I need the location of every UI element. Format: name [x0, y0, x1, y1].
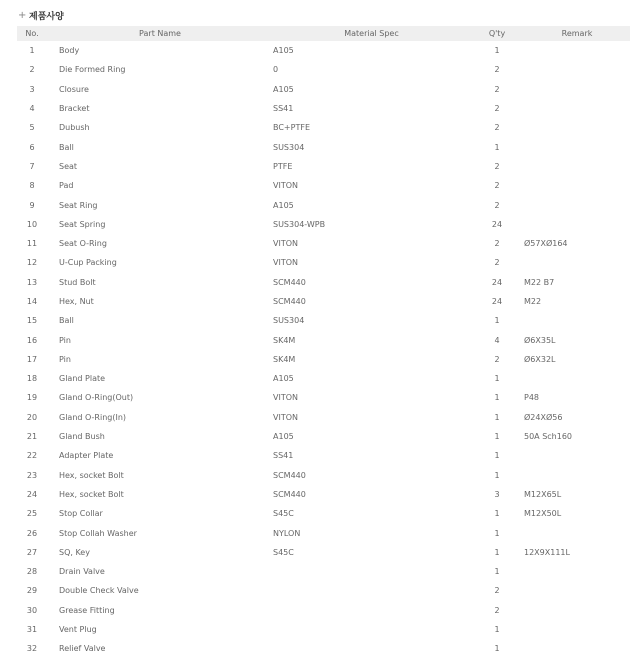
table-row: [17, 620, 630, 639]
table-row: [17, 543, 630, 562]
cell-part-name: Pin: [59, 335, 71, 345]
cell-part-name: Stud Bolt: [59, 277, 96, 287]
cell-qty: 1: [494, 393, 500, 403]
cell-material-spec: SS41: [273, 104, 294, 114]
cell-qty: 2: [494, 605, 500, 615]
cell-qty: 2: [494, 200, 500, 210]
cell-material-spec: SK4M: [273, 354, 296, 364]
table-body: [17, 41, 630, 659]
cell-material-spec: SCM440: [273, 489, 306, 499]
cell-part-name: Seat Ring: [59, 200, 98, 210]
cell-material-spec: A105: [273, 46, 294, 56]
cell-qty: 1: [494, 142, 500, 152]
cell-no: 16: [26, 335, 38, 345]
cell-no: 7: [29, 161, 35, 171]
cell-remark: [524, 80, 630, 99]
section-title-text: 제품사양: [29, 11, 64, 22]
cell-material-spec: [273, 562, 470, 581]
cell-no: 22: [26, 451, 38, 461]
cell-qty: 1: [494, 412, 500, 422]
cell-qty: 1: [494, 509, 500, 519]
cell-qty: 2: [494, 161, 500, 171]
cell-part-name: Grease Fitting: [59, 605, 115, 615]
table-row: [17, 485, 630, 504]
cell-remark: [524, 369, 630, 388]
cell-no: 26: [26, 528, 38, 538]
cell-qty: 2: [494, 258, 500, 268]
cell-part-name: U-Cup Packing: [59, 258, 117, 268]
cell-remark: [524, 176, 630, 195]
cell-remark: Ø6X32L: [524, 354, 556, 364]
cell-material-spec: VITON: [273, 239, 298, 249]
cell-part-name: Gland Bush: [59, 432, 105, 442]
cell-remark: [524, 446, 630, 465]
table-row: [17, 80, 630, 99]
table-row: [17, 253, 630, 272]
cell-material-spec: SUS304-WPB: [273, 219, 326, 229]
cell-material-spec: VITON: [273, 393, 298, 403]
cell-qty: 1: [494, 46, 500, 56]
table-header: [17, 26, 630, 41]
cell-remark: [524, 639, 630, 658]
table-row: [17, 601, 630, 620]
cell-qty: 1: [494, 547, 500, 557]
cell-qty: 1: [494, 316, 500, 326]
cell-no: 9: [29, 200, 35, 210]
cell-qty: 2: [494, 104, 500, 114]
cell-remark: [524, 215, 630, 234]
cell-no: 20: [26, 412, 38, 422]
cell-remark: [524, 137, 630, 156]
cell-material-spec: SUS304: [273, 316, 305, 326]
cell-part-name: Adapter Plate: [59, 451, 114, 461]
cell-material-spec: [273, 620, 470, 639]
table-row: [17, 273, 630, 292]
table-row: [17, 41, 630, 60]
cell-qty: 2: [494, 65, 500, 75]
cell-no: 24: [26, 489, 38, 499]
cell-remark: [524, 253, 630, 272]
cell-remark: [524, 157, 630, 176]
cell-part-name: Pin: [59, 354, 71, 364]
cell-no: 30: [26, 605, 38, 615]
header-material-spec: Material Spec: [273, 26, 470, 41]
cell-part-name: Hex, socket Bolt: [59, 489, 124, 499]
cell-part-name: Pad: [59, 181, 74, 191]
cell-remark: P48: [524, 393, 540, 403]
cell-part-name: Gland Plate: [59, 374, 106, 384]
cell-qty: 1: [494, 470, 500, 480]
cell-no: 10: [26, 219, 38, 229]
table-row: [17, 504, 630, 523]
cell-remark: [524, 195, 630, 214]
cell-remark: [524, 60, 630, 79]
cell-remark: M12X65L: [524, 489, 562, 499]
cell-qty: 2: [494, 239, 500, 249]
cell-qty: 1: [494, 374, 500, 384]
cell-part-name: Hex, socket Bolt: [59, 470, 124, 480]
cell-no: 21: [26, 432, 38, 442]
cell-part-name: Ball: [59, 142, 74, 152]
cell-material-spec: SK4M: [273, 335, 296, 345]
table-row: [17, 581, 630, 600]
cell-no: 13: [26, 277, 38, 287]
table-row: [17, 234, 630, 253]
table-row: [17, 350, 630, 369]
table-row: [17, 369, 630, 388]
cell-no: 15: [26, 316, 38, 326]
cell-material-spec: A105: [273, 432, 294, 442]
table-row: [17, 99, 630, 118]
cell-no: 28: [26, 567, 38, 577]
cell-no: 23: [26, 470, 38, 480]
cell-part-name: Vent Plug: [59, 625, 97, 635]
spec-table: [17, 26, 630, 659]
header-remark: Remark: [524, 26, 630, 41]
cell-material-spec: SCM440: [273, 277, 306, 287]
cell-part-name: SQ, Key: [59, 547, 90, 557]
cell-no: 25: [26, 509, 38, 519]
cell-no: 11: [26, 239, 38, 249]
plus-icon: +: [18, 9, 27, 21]
table-row: [17, 60, 630, 79]
cell-qty: 24: [491, 277, 503, 287]
cell-remark: 50A Sch160: [524, 432, 573, 442]
table-row: [17, 157, 630, 176]
cell-part-name: Gland O-Ring(Out): [59, 393, 134, 403]
cell-qty: 2: [494, 123, 500, 133]
cell-part-name: Closure: [59, 84, 89, 94]
cell-no: 8: [29, 181, 35, 191]
cell-remark: [524, 523, 630, 542]
table-row: [17, 176, 630, 195]
cell-remark: [524, 601, 630, 620]
cell-part-name: Drain Valve: [59, 567, 105, 577]
cell-qty: 24: [491, 297, 503, 306]
table-row: [17, 388, 630, 407]
section-title: [18, 8, 64, 22]
cell-remark: [524, 466, 630, 485]
cell-no: 5: [29, 123, 35, 133]
cell-material-spec: SCM440: [273, 297, 306, 306]
cell-material-spec: [273, 601, 470, 620]
cell-material-spec: VITON: [273, 181, 298, 191]
cell-part-name: Body: [59, 46, 80, 56]
cell-qty: 2: [494, 586, 500, 596]
cell-remark: [524, 562, 630, 581]
cell-remark: [524, 581, 630, 600]
cell-part-name: Relief Valve: [59, 644, 106, 654]
table-row: [17, 195, 630, 214]
cell-remark: M22 B7: [524, 277, 555, 287]
cell-qty: 2: [494, 181, 500, 191]
cell-part-name: Seat Spring: [59, 219, 106, 229]
cell-qty: 1: [494, 625, 500, 635]
table-row: [17, 137, 630, 156]
cell-material-spec: S45C: [273, 509, 294, 519]
table-row: [17, 427, 630, 446]
cell-no: 14: [26, 297, 38, 306]
cell-material-spec: A105: [273, 84, 294, 94]
header-part-name: Part Name: [47, 26, 273, 41]
table-row: [17, 639, 630, 658]
cell-remark: Ø57XØ164: [524, 239, 568, 249]
cell-part-name: Seat O-Ring: [59, 239, 107, 249]
cell-qty: 24: [491, 219, 503, 229]
cell-no: 29: [26, 586, 38, 596]
cell-part-name: Ball: [59, 316, 74, 326]
cell-qty: 4: [494, 335, 500, 345]
table-row: [17, 311, 630, 330]
cell-no: 18: [26, 374, 38, 384]
cell-material-spec: S45C: [273, 547, 294, 557]
table-row: [17, 446, 630, 465]
cell-remark: [524, 41, 630, 60]
cell-remark: Ø24XØ56: [524, 412, 563, 422]
cell-material-spec: NYLON: [273, 528, 301, 538]
cell-part-name: Dubush: [59, 123, 90, 133]
cell-remark: [524, 99, 630, 118]
cell-qty: 2: [494, 354, 500, 364]
table-row: [17, 562, 630, 581]
cell-qty: 1: [494, 644, 500, 654]
cell-part-name: Die Formed Ring: [59, 65, 126, 75]
cell-qty: 1: [494, 567, 500, 577]
cell-material-spec: SCM440: [273, 470, 306, 480]
cell-part-name: Gland O-Ring(In): [59, 412, 127, 422]
cell-remark: 12X9X111L: [524, 547, 570, 557]
cell-remark: M22: [524, 297, 542, 306]
cell-material-spec: PTFE: [273, 161, 293, 171]
cell-no: 12: [26, 258, 38, 268]
cell-qty: 1: [494, 451, 500, 461]
cell-no: 1: [29, 46, 35, 56]
cell-no: 17: [26, 354, 38, 364]
cell-no: 2: [29, 65, 35, 75]
cell-part-name: Stop Collar: [59, 509, 103, 519]
table-row: [17, 330, 630, 349]
cell-no: 19: [26, 393, 38, 403]
table-row: [17, 408, 630, 427]
cell-qty: 1: [494, 432, 500, 442]
cell-remark: [524, 620, 630, 639]
cell-part-name: Bracket: [59, 104, 90, 114]
cell-material-spec: VITON: [273, 258, 298, 268]
cell-material-spec: A105: [273, 374, 294, 384]
cell-remark: [524, 118, 630, 137]
cell-no: 4: [29, 104, 35, 114]
cell-no: 32: [26, 644, 38, 654]
cell-qty: 1: [494, 528, 500, 538]
cell-part-name: Hex, Nut: [59, 297, 94, 306]
table-row: [17, 466, 630, 485]
header-qty: Q'ty: [470, 26, 524, 41]
header-no: No.: [17, 26, 47, 41]
table-row: [17, 118, 630, 137]
cell-no: 3: [29, 84, 35, 94]
cell-material-spec: [273, 639, 470, 658]
table-row: [17, 292, 630, 311]
cell-remark: Ø6X35L: [524, 335, 556, 345]
cell-qty: 3: [494, 489, 500, 499]
cell-part-name: Stop Collah Washer: [59, 528, 137, 538]
cell-part-name: Double Check Valve: [59, 586, 139, 596]
cell-remark: M12X50L: [524, 509, 562, 519]
cell-material-spec: [273, 581, 470, 600]
cell-material-spec: BC+PTFE: [273, 123, 311, 133]
cell-no: 27: [26, 547, 38, 557]
cell-qty: 2: [494, 84, 500, 94]
cell-material-spec: 0: [273, 65, 279, 75]
table-row: [17, 523, 630, 542]
table-row: [17, 215, 630, 234]
cell-remark: [524, 311, 630, 330]
cell-material-spec: A105: [273, 200, 294, 210]
cell-material-spec: VITON: [273, 412, 298, 422]
cell-no: 6: [29, 142, 35, 152]
cell-material-spec: SUS304: [273, 142, 305, 152]
cell-part-name: Seat: [59, 161, 78, 171]
header-row: [17, 26, 630, 41]
cell-no: 31: [26, 625, 38, 635]
cell-material-spec: SS41: [273, 451, 294, 461]
